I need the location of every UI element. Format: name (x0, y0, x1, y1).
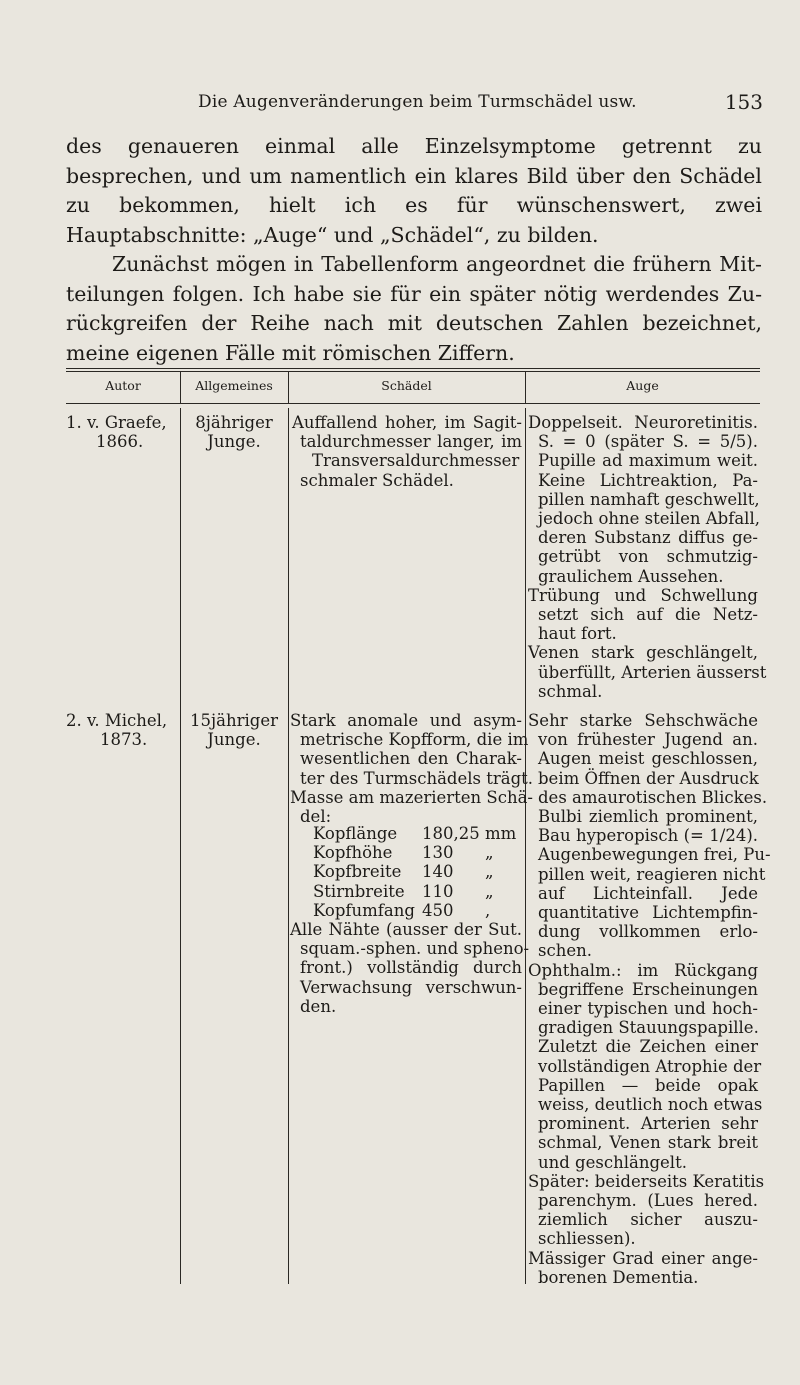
column-divider (525, 408, 526, 1284)
allgemeines-cell (182, 413, 286, 451)
text-line: Trübung und Schwellung (528, 585, 758, 605)
text-line: schmal, Venen stark breit (538, 1133, 758, 1153)
text-line: setzt sich auf die Netz- (538, 605, 758, 625)
text-line: Masse am mazerierten Schä- (290, 787, 534, 807)
text-line: Transversaldurchmesser (312, 451, 520, 471)
text-line: del: (300, 807, 332, 827)
text-line: rückgreifen der Reihe nach mit deutschen Zahlen bezeichnet, meine (66, 311, 762, 365)
text-line: des amaurotischen Blickes. (538, 787, 768, 807)
text-line: einer typischen und hoch- (538, 999, 758, 1019)
text-line: pillen weit, reagieren nicht (538, 864, 766, 884)
table-top-rule (66, 368, 760, 369)
text-line: weiss, deutlich noch etwas (538, 1095, 763, 1115)
text-line: Pupille ad maximum weit. (538, 451, 758, 471)
text-line: Junge. (207, 730, 261, 750)
allgemeines-cell (182, 711, 286, 749)
text-line: squam.-sphen. und spheno- (300, 939, 530, 959)
table-header-rule (66, 403, 760, 404)
column-header-auge: Auge (626, 378, 659, 393)
measurement-name: Kopfbreite (313, 862, 402, 882)
autor-cell (66, 711, 178, 749)
table-top-rule-double (66, 371, 760, 372)
intro-text (66, 132, 762, 368)
measurement-row (313, 901, 523, 920)
auge-cell (528, 711, 771, 1287)
text-line: Venen stark geschlängelt, (528, 643, 758, 663)
text-line: schmaler Schädel. (300, 470, 454, 490)
text-line: Auffallend hoher, im Sagit- (292, 413, 522, 432)
autor-cell (66, 413, 178, 451)
text-line: front.) vollständig durch (300, 958, 522, 978)
text-line: prominent. Arterien sehr (538, 1114, 758, 1134)
measurement-value: 180,25 (422, 824, 480, 843)
text-line: 1866. (96, 432, 144, 452)
measurement-unit: „ (485, 843, 494, 863)
text-line: Doppelseit. Neuroretinitis. (528, 413, 758, 432)
text-line: Später: beiderseits Keratitis (528, 1171, 765, 1191)
text-line: wesentlichen den Charak- (300, 749, 522, 769)
text-line: überfüllt, Arterien äusserst (538, 662, 767, 682)
column-header-allgemeines: Allgemeines (195, 378, 273, 393)
text-line: teilungen folgen. Ich habe sie für ein später nötig werdendes Zu- (66, 281, 762, 306)
text-line: des genaueren einmal alle Einzelsymptome getrennt zu besprechen, (66, 134, 762, 188)
measurement-unit: mm (485, 824, 517, 843)
text-line: Junge. (207, 432, 261, 452)
measurement-name: Kopfumfang (313, 900, 415, 920)
text-line: Bulbi ziemlich prominent, (538, 807, 758, 827)
column-header-schaedel: Schädel (381, 378, 432, 393)
text-line: und geschlängelt. (538, 1152, 687, 1172)
text-line: schen. (538, 941, 592, 961)
text-line: Mässiger Grad einer ange- (528, 1248, 758, 1268)
paragraph-1 (66, 132, 762, 250)
text-line: dung vollkommen erlo- (538, 922, 758, 942)
text-line: graulichem Aussehen. (538, 566, 724, 586)
text-line: Alle Nähte (ausser der Sut. (290, 920, 522, 939)
measurement-value: 450 (422, 900, 454, 920)
text-line: 1873. (100, 730, 148, 750)
measurement-name: Kopfhöhe (313, 843, 393, 863)
measurement-unit: , (485, 900, 491, 920)
text-line: Zunächst mögen in Tabellenform angeordnet die frühern Mit- (112, 252, 762, 276)
text-line: vollständigen Atrophie der (538, 1056, 762, 1076)
text-line: Keine Lichtreaktion, Pa- (538, 470, 758, 490)
text-line: taldurchmesser langer, im (300, 432, 522, 452)
text-line: von frühester Jugend an. (538, 730, 758, 750)
measurement-value: 130 (422, 843, 454, 863)
text-line: 15jähriger (190, 711, 278, 730)
text-line: Sehr starke Sehschwäche (528, 711, 758, 730)
column-header-autor: Autor (105, 378, 141, 393)
measurement-value: 110 (422, 881, 454, 901)
measurement-row (313, 843, 523, 862)
text-line: getrübt von schmutzig- (538, 547, 758, 567)
text-line: parenchym. (Lues hered. (538, 1191, 758, 1211)
text-line: eigenen Fälle mit römischen Ziffern. (135, 340, 515, 365)
text-line: Augen meist geschlossen, (538, 749, 758, 769)
auge-cell (528, 413, 767, 701)
text-line: 8jähriger (195, 413, 273, 432)
text-line: beim Öffnen der Ausdruck (538, 768, 759, 788)
text-line: schliessen). (538, 1229, 636, 1249)
text-line: 1. v. Graefe, (66, 413, 167, 432)
skull-measurements (313, 824, 523, 920)
text-line: schmal. (538, 681, 603, 701)
text-line: Ophthalm.: im Rückgang (528, 960, 758, 980)
text-line: hielt ich es für wünschenswert, zwei Hauptabschnitte: „Auge“ und (66, 193, 762, 247)
text-line: auf Lichteinfall. Jede (538, 883, 758, 903)
text-line: ter des Turmschädels trägt. (300, 768, 534, 788)
measurement-row (313, 824, 523, 843)
text-line: „Schädel“, zu bilden. (379, 222, 599, 247)
measurement-value: 140 (422, 862, 454, 882)
text-line: Bau hyperopisch (= 1/24). (538, 826, 758, 846)
schaedel-cell-continued (290, 920, 530, 1016)
running-title: Die Augenveränderungen beim Turmschädel usw. (198, 92, 637, 112)
measurement-row (313, 862, 523, 881)
text-line: S. = 0 (später S. = 5/5). (538, 432, 758, 452)
text-line: Verwachsung verschwun- (300, 977, 522, 997)
text-line: haut fort. (538, 624, 617, 644)
schaedel-cell (292, 413, 522, 490)
text-line: ziemlich sicher auszu- (538, 1210, 758, 1230)
paragraph-2 (66, 250, 762, 368)
column-divider (180, 408, 181, 1284)
measurement-name: Stirnbreite (313, 881, 405, 901)
text-line: quantitative Lichtempfin- (538, 903, 758, 923)
text-line: gradigen Stauungspapille. (538, 1018, 759, 1038)
measurement-unit: „ (485, 881, 494, 901)
measurement-name: Kopflänge (313, 824, 398, 843)
text-line: begriffene Erscheinungen (538, 979, 758, 999)
text-line: Papillen — beide opak (538, 1075, 758, 1095)
measurement-unit: „ (485, 862, 494, 882)
running-header (198, 92, 763, 118)
text-line: und um namentlich ein klares Bild über den Schädel zu bekommen, (66, 163, 762, 217)
schaedel-cell (290, 711, 534, 827)
column-divider (288, 408, 289, 1284)
text-line: deren Substanz diffus ge- (538, 528, 758, 548)
text-line: den. (300, 996, 337, 1016)
text-line: Zuletzt die Zeichen einer (538, 1037, 758, 1057)
text-line: jedoch ohne steilen Abfall, (538, 509, 760, 529)
text-line: pillen namhaft geschwellt, (538, 489, 760, 509)
text-line: borenen Dementia. (538, 1267, 699, 1287)
text-line: metrische Kopfform, die im (300, 730, 529, 750)
page-number: 153 (724, 90, 763, 114)
text-line: 2. v. Michel, (66, 711, 168, 730)
text-line: Augenbewegungen frei, Pu- (538, 845, 771, 865)
text-line: Stark anomale und asym- (290, 711, 522, 730)
measurement-row (313, 882, 523, 901)
